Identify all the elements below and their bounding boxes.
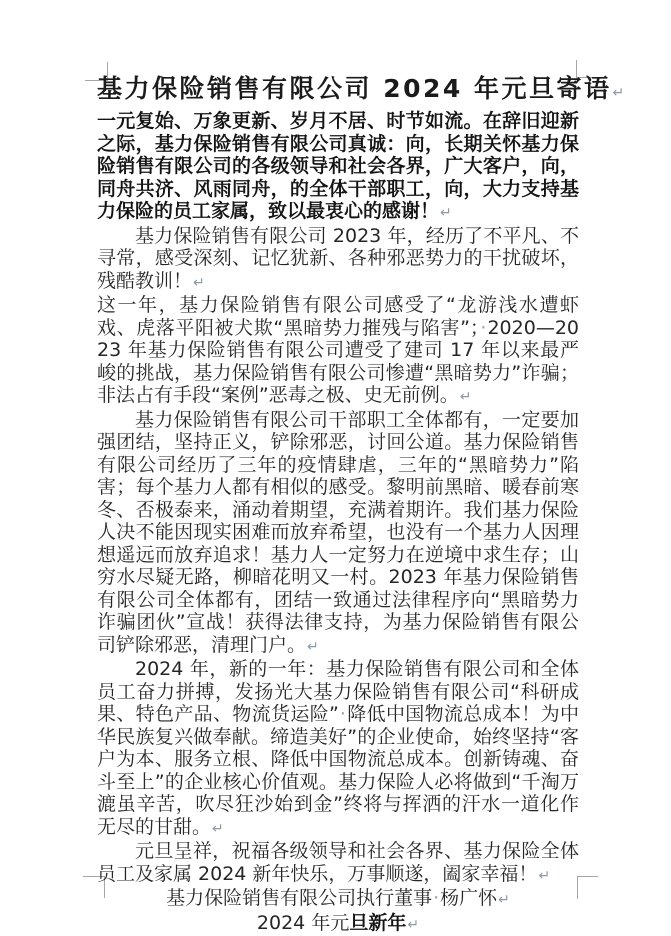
- paragraph-mark-icon: ↵: [306, 639, 319, 655]
- text-run: 基力保险销售有限公司执行董事: [166, 887, 432, 909]
- dark-forces-paragraph[interactable]: [97, 294, 579, 409]
- date-line[interactable]: [97, 912, 579, 936]
- text-run: 元旦呈祥，祝福各级领导和社会各界、基力保险全体员工及家属 2024 新年快乐，万事顺遂，阖家幸福！: [97, 840, 579, 885]
- text-run: 一元复始、万象更新、岁月不居、时节如流。在辞旧迎新之际，基力保险销售有限公司真诚：向，长期关怀基力保险销售有限公司的各级领导和社会各界，广大客户，向，同舟共济、风雨同舟，的全体干部职工，向，大力支持基力保险的员工家属，致以最衷心的感谢！: [97, 110, 579, 222]
- crop-mark-bottom-right: [577, 876, 598, 899]
- year-2023-review-paragraph[interactable]: [97, 225, 579, 295]
- paragraph-mark-icon: ↵: [406, 917, 419, 933]
- text-run: 降低中国物流总成本！为中华民族复兴做奉献。缔造美好”的企业使命，始终坚持“客户为本、服务立根、降低中国物流总成本。创新铸魂、奋斗至上”的企业核心价值观。基力保险人必将做到“千淘万漉虽辛苦，吹尽狂沙始到金”终将与挥洒的汗水一道化作无尽的甘甜。: [97, 703, 579, 838]
- new-year-blessing-paragraph[interactable]: [97, 840, 579, 887]
- unity-and-justice-paragraph[interactable]: [97, 409, 579, 659]
- document-body[interactable]: [97, 72, 579, 936]
- paragraph-mark-icon: ↵: [497, 892, 510, 908]
- paragraph-mark-icon: ↵: [459, 389, 472, 405]
- document-title[interactable]: [97, 72, 579, 110]
- text-run: 基力保险销售有限公司干部职工全体都有，一定要加强团结，坚持正义，铲除邪恶，讨回公道。基力保险销售有限公司经历了三年的疫情肆虐，三年的“黑暗势力”陷害；每个基力人都有相似的感受。黎明前黑暗、暖春前寒冬、否极泰来，涌动着期望，充满着期许。我们基力保险人决不能因现实困难而放弃希望，也没有一个基力人因理想遥远而放弃追求！基力人一定努力在逆境中求生存；山穷水尽疑无路，柳暗花明又一村。2023 年基力保险销售有限公司全体都有，团结一致通过法律程序向“黑暗势力诈骗团伙”宣战！获得法律支持，为基力保险销售有限公司铲除邪恶，清理门户。: [97, 409, 579, 656]
- paragraph-mark-icon: ↵: [537, 868, 550, 884]
- paragraph-mark-icon: ↵: [192, 275, 205, 291]
- text-run: 基力保险销售有限公司 2024 年元旦寄语: [97, 74, 612, 103]
- paragraph-mark-icon: ↵: [439, 205, 452, 221]
- space-mark-icon: ·: [432, 887, 440, 909]
- text-run: 这一年，基力保险销售有限公司感受了“龙游浅水遭虾戏、虎落平阳被犬欺“黑暗势力摧残与陷害”；: [97, 294, 579, 339]
- space-mark-icon: ·: [339, 703, 347, 725]
- signature-line[interactable]: [97, 887, 579, 912]
- text-run: 2024 年元: [257, 912, 349, 934]
- paragraph-mark-icon: ↵: [211, 821, 224, 837]
- paragraph-mark-icon: ↵: [612, 85, 625, 101]
- text-run: 旦新年: [349, 912, 406, 934]
- text-run: 基力保险销售有限公司 2023 年，经历了不平凡、不寻常，感受深刻、记忆犹新、各种邪恶势力的干扰破坏，残酷教训！: [97, 225, 579, 292]
- space-mark-icon: ·: [479, 317, 487, 339]
- greeting-intro-paragraph[interactable]: [97, 110, 579, 225]
- year-2024-outlook-paragraph[interactable]: [97, 658, 579, 840]
- text-run: 2024 年，新的一年：基力保险销售有限公司和全体员工奋力拼搏，发扬光大基力保险销售有限公司“科研成果、特色产品、物流货运险”: [97, 658, 579, 725]
- text-run: 2020—2023 年基力保险销售有限公司遭受了建司 17 年以来最严峻的挑战，基力保险销售有限公司惨遭“黑暗势力”诈骗；非法占有手段“案例”恶毒之极、史无前例。: [97, 317, 579, 407]
- text-run: 杨广怀: [440, 887, 497, 909]
